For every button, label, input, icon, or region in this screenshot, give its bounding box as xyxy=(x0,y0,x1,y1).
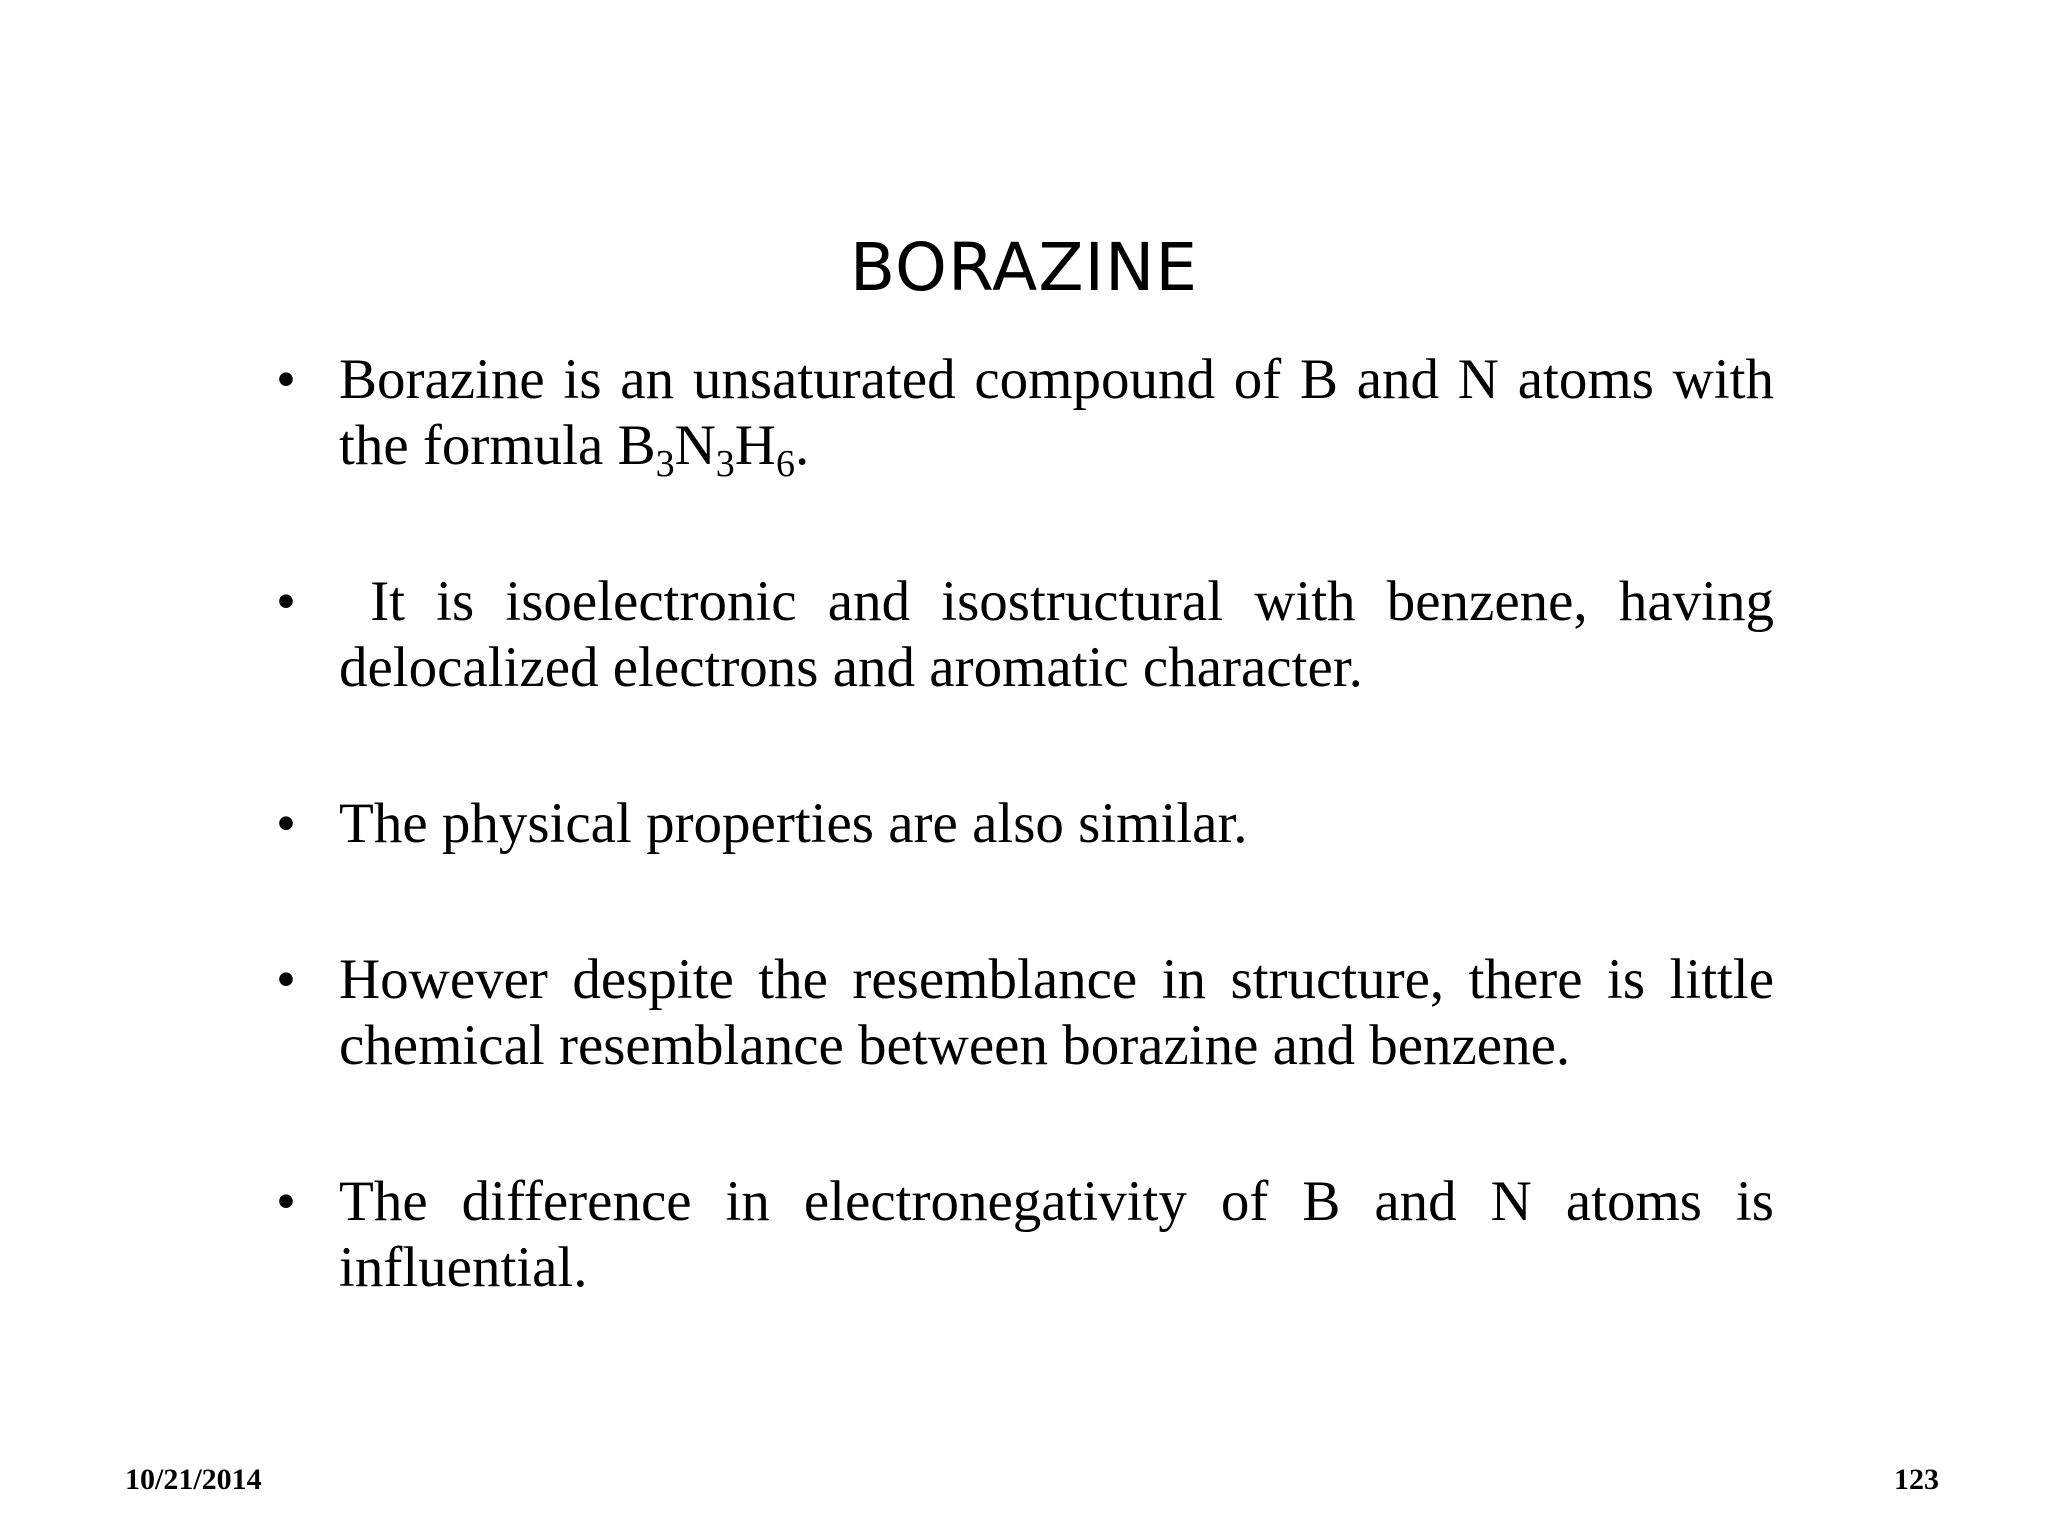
subscript: 3 xyxy=(715,443,735,485)
bullet-item xyxy=(276,347,1774,485)
bullet-list xyxy=(276,347,1789,1301)
bullet-text: Borazine is an unsaturated compound of B and N atoms with the formula B xyxy=(339,348,1774,477)
slide-title: BORAZINE xyxy=(849,229,1199,306)
bullet-item xyxy=(276,569,1789,701)
subscript: 3 xyxy=(655,443,675,485)
bullet-text: N xyxy=(674,414,716,477)
footer-date: 10/21/2014 xyxy=(125,1463,262,1496)
bullet-text: The physical properties are also similar. xyxy=(339,792,1248,855)
page-number: 123 xyxy=(1894,1463,1939,1496)
bullet-item xyxy=(276,791,1774,857)
bullet-text: H xyxy=(734,414,776,477)
bullet-item xyxy=(276,947,1774,1079)
bullet-text: It is isoelectronic and isostructural with benzene, having delocalized electrons and aromatic character. xyxy=(339,570,1789,699)
bullet-text: . xyxy=(794,414,810,477)
bullet-item xyxy=(276,1169,1774,1301)
subscript: 6 xyxy=(775,443,795,485)
bullet-text: The difference in electronegativity of B and N atoms is influential. xyxy=(339,1170,1774,1299)
bullet-text: However despite the resemblance in structure, there is little chemical resemblance between borazine and benzene. xyxy=(339,948,1774,1077)
